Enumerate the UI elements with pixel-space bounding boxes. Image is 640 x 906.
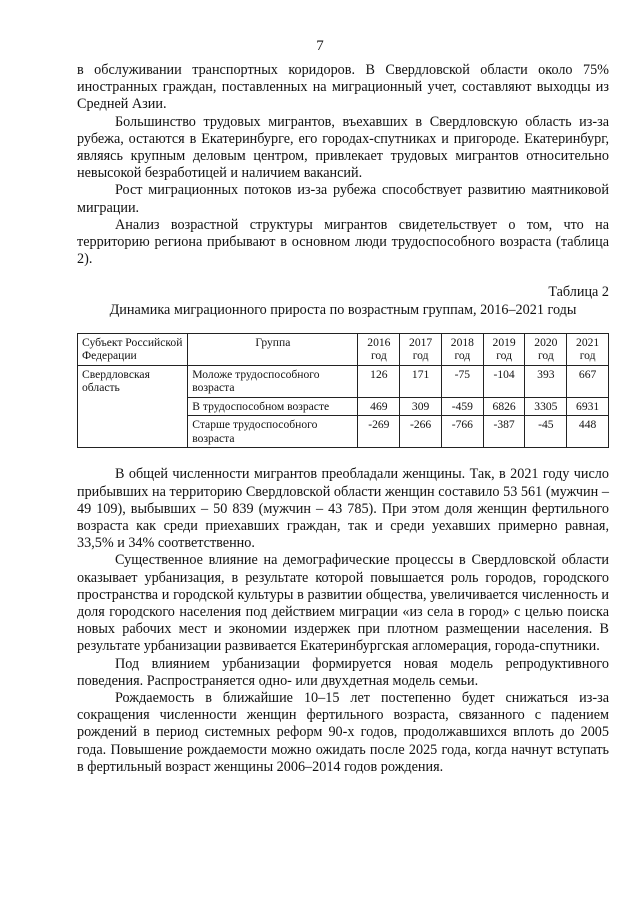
migration-table bbox=[77, 333, 609, 449]
value-cell: 3305 bbox=[525, 397, 567, 416]
header-group: Группа bbox=[188, 333, 358, 365]
value-cell: -269 bbox=[358, 416, 400, 448]
group-cell: В трудоспособном возрасте bbox=[188, 397, 358, 416]
table-title: Динамика миграционного прироста по возрастным группам, 2016–2021 годы bbox=[109, 301, 577, 318]
value-cell: 448 bbox=[567, 416, 609, 448]
header-year: 2018 год bbox=[441, 333, 483, 365]
header-year: 2016 год bbox=[358, 333, 400, 365]
value-cell: 126 bbox=[358, 365, 400, 397]
table-label: Таблица 2 bbox=[548, 284, 609, 301]
value-cell: -766 bbox=[441, 416, 483, 448]
document-body bbox=[77, 62, 609, 776]
value-cell: -104 bbox=[483, 365, 525, 397]
paragraph-2: Большинство трудовых мигрантов, въехавших в Свердловскую область из-за рубежа, остаются в Екатеринбурге, его городах-спутниках и пригороде. Екатеринбург, являясь крупным деловым центром, привлекает трудовых мигрантов относительно невысокой безработицей и наличием вакансий. bbox=[77, 113, 609, 182]
value-cell: 667 bbox=[567, 365, 609, 397]
header-year: 2020 год bbox=[525, 333, 567, 365]
value-cell: 6931 bbox=[567, 397, 609, 416]
value-cell: -459 bbox=[441, 397, 483, 416]
value-cell: -266 bbox=[400, 416, 442, 448]
group-cell: Старше трудоспособного возраста bbox=[188, 416, 358, 448]
paragraph-4: Анализ возрастной структуры мигрантов свидетельствует о том, что на территорию региона прибывают в основном люди трудоспособного возраста (таблица 2). bbox=[77, 216, 609, 268]
page-number: 7 bbox=[316, 38, 324, 54]
value-cell: 469 bbox=[358, 397, 400, 416]
value-cell: 393 bbox=[525, 365, 567, 397]
header-year: 2021 год bbox=[567, 333, 609, 365]
header-year: 2017 год bbox=[400, 333, 442, 365]
value-cell: -387 bbox=[483, 416, 525, 448]
paragraph-6: Существенное влияние на демографические процессы в Свердловской области оказывает урбанизация, в результате которой повышается роль городов, городского пространства и городской культуры в развитии общества, увеличивается численность и доля городского населения под действием миграции «из села в город» с целью поиска новых рабочих мест и экономии издержек при плотном размещении населения. В результате урбанизации развивается Екатеринбургская агломерация, города-спутники. bbox=[77, 552, 609, 655]
paragraph-5: В общей численности мигрантов преобладали женщины. Так, в 2021 году число прибывших на территорию Свердловской области женщин составило 53 561 (мужчин – 49 109), выбывших – 50 839 (мужчин – 43 785). При этом доля женщин фертильного возраста как среди приехавших граждан, так и среди уехавших примерно равная, 33,5% и 34% соответственно. bbox=[77, 466, 609, 552]
paragraph-7: Под влиянием урбанизации формируется новая модель репродуктивного поведения. Распространяется одно- или двухдетная модель семьи. bbox=[77, 655, 609, 689]
subject-cell: Свердловская область bbox=[78, 365, 188, 448]
value-cell: -45 bbox=[525, 416, 567, 448]
paragraph-1: в обслуживании транспортных коридоров. В Свердловской области около 75% иностранных граждан, поставленных на миграционный учет, составляют выходцы из Средней Азии. bbox=[77, 62, 609, 113]
table-header-row bbox=[78, 333, 609, 365]
value-cell: 6826 bbox=[483, 397, 525, 416]
value-cell: 309 bbox=[400, 397, 442, 416]
value-cell: -75 bbox=[441, 365, 483, 397]
header-subject: Субъект Российской Федерации bbox=[78, 333, 188, 365]
table-row bbox=[78, 365, 609, 397]
paragraph-3: Рост миграционных потоков из-за рубежа способствует развитию маятниковой миграции. bbox=[77, 182, 609, 216]
value-cell: 171 bbox=[400, 365, 442, 397]
group-cell: Моложе трудоспособного возраста bbox=[188, 365, 358, 397]
paragraph-8: Рождаемость в ближайшие 10–15 лет постепенно будет снижаться из-за сокращения численности женщин фертильного возраста, связанного с падением рождений в период системных реформ 90-х годов, продолжавшихся вплоть до 2005 года. Повышение рождаемости можно ожидать после 2025 года, когда начнут вступать в фертильный возраст женщины 2006–2014 годов рождения. bbox=[77, 689, 609, 775]
header-year: 2019 год bbox=[483, 333, 525, 365]
